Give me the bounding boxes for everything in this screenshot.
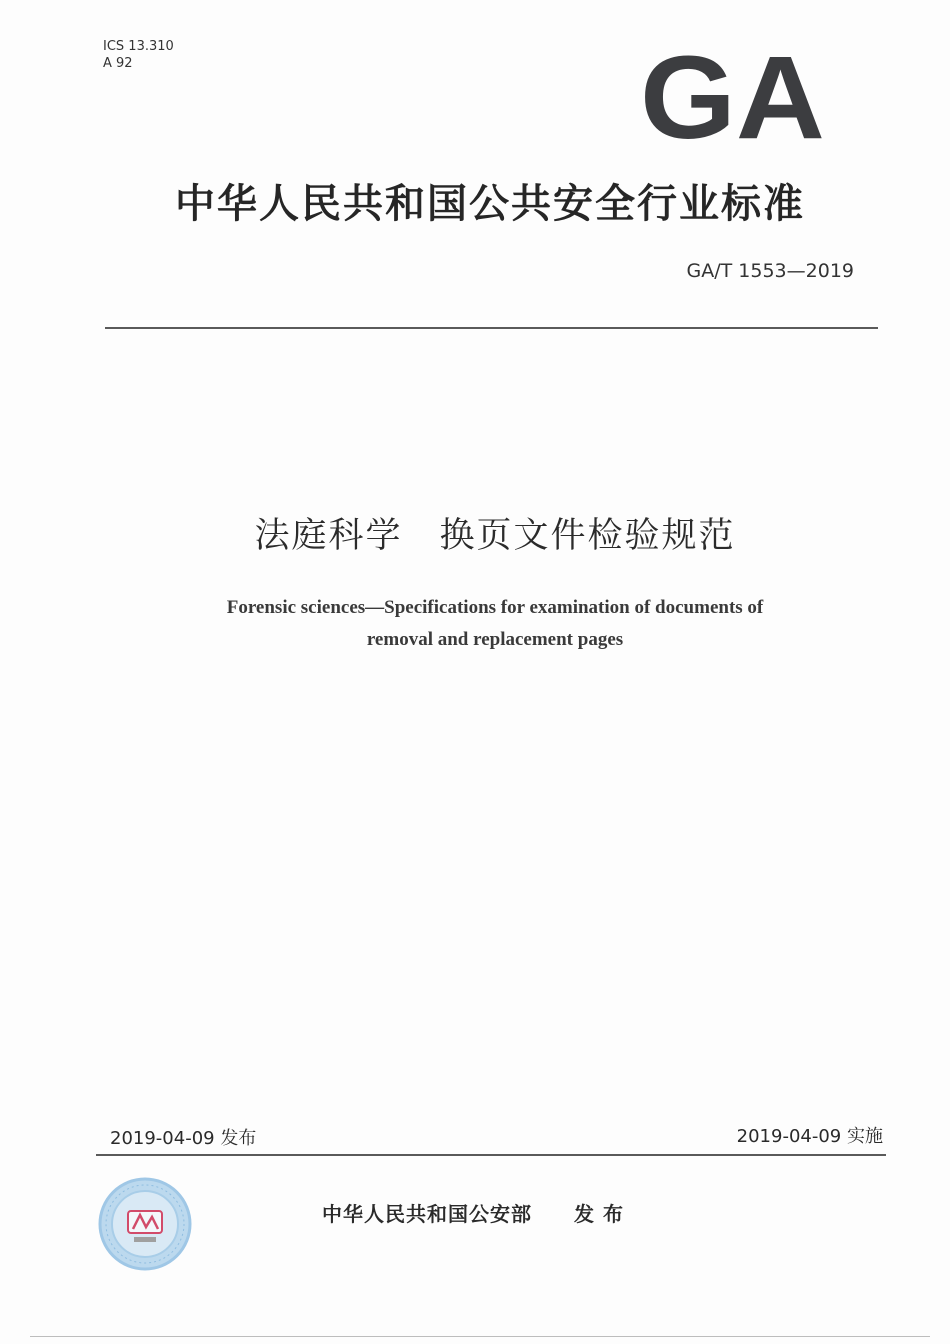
standard-number: GA/T 1553—2019 (686, 260, 854, 282)
standard-type: 中华人民共和国公共安全行业标准 (175, 181, 805, 227)
ics-code: ICS 13.310 (103, 39, 174, 54)
certification-seal-icon (98, 1177, 192, 1271)
issue-date: 2019-04-09 发布 (110, 1128, 257, 1149)
implementation-date: 2019-04-09 实施 (736, 1126, 883, 1147)
title-english-line-2: removal and replacement pages (366, 629, 624, 650)
header-divider (105, 327, 878, 329)
title-chinese: 法庭科学 换页文件检验规范 (254, 516, 736, 556)
title-english-line-1: Forensic sciences—Specifications for examination of documents of (226, 597, 764, 618)
classification-codes (103, 38, 174, 72)
footer-divider (96, 1154, 886, 1156)
ccs-code: A 92 (103, 56, 133, 71)
ga-logo-text: GA (640, 46, 825, 141)
issuing-authority (322, 1198, 624, 1227)
issuer-action: 发 布 (574, 1202, 624, 1226)
page-bottom-edge (30, 1336, 930, 1337)
issuer-name: 中华人民共和国公安部 (322, 1202, 532, 1226)
title-english (0, 592, 950, 656)
ga-logo (640, 46, 825, 141)
